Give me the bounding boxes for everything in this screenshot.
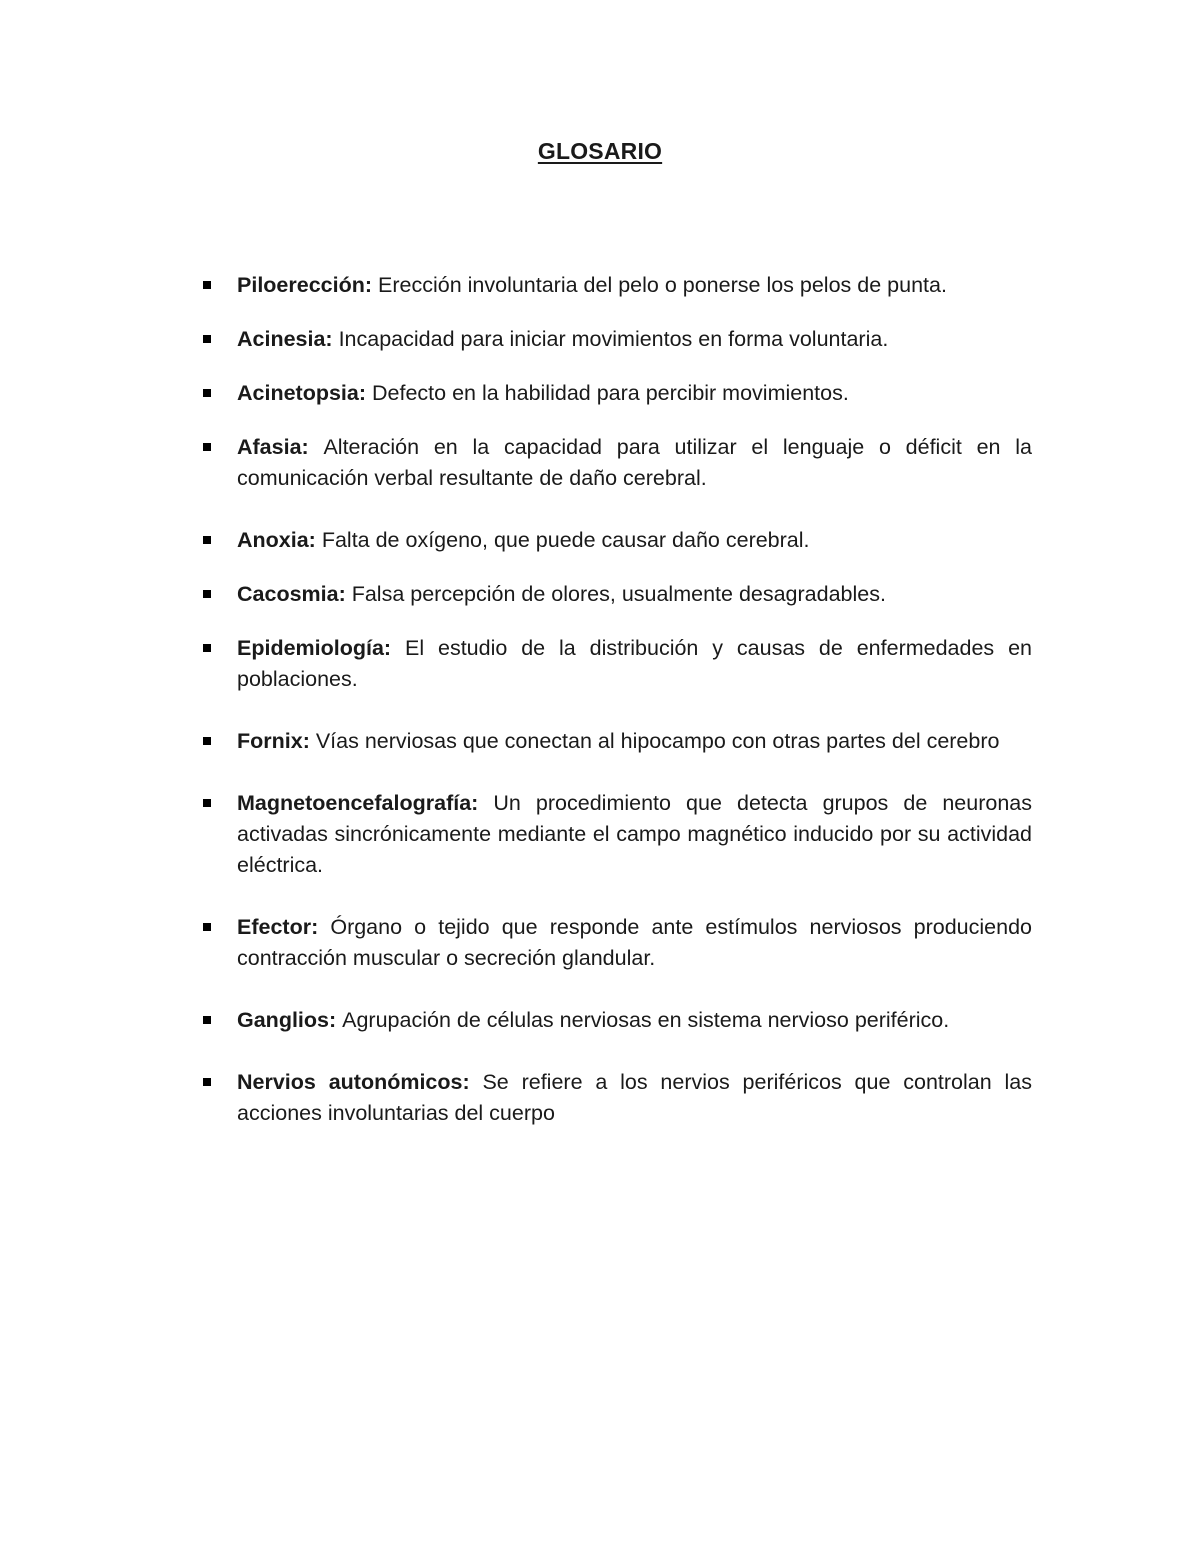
glossary-list (198, 270, 1032, 1129)
glossary-entry-afasia (198, 432, 1032, 494)
glossary-definition: Erección involuntaria del pelo o ponerse los pelos de punta. (378, 273, 947, 297)
glossary-entry-anoxia (198, 525, 1032, 556)
glossary-definition: Falta de oxígeno, que puede causar daño cerebral. (321, 528, 810, 552)
square-bullet-icon (203, 799, 211, 807)
glossary-definition: El estudio de la distribución y causas de enfermedades en poblaciones. (237, 636, 1032, 691)
glossary-definition: Se refiere a los nervios periféricos que controlan las acciones involuntarias del cuerpo (237, 1070, 1032, 1125)
glossary-term: Nervios autonómicos: (237, 1070, 483, 1094)
glossary-definition: Órgano o tejido que responde ante estímulos nerviosos produciendo contracción muscular o secreción glandular. (237, 915, 1032, 970)
glossary-definition: Agrupación de células nerviosas en sistema nervioso periférico. (342, 1008, 950, 1032)
square-bullet-icon (203, 923, 211, 931)
glossary-entry-fornix (198, 726, 1032, 757)
square-bullet-icon (203, 737, 211, 745)
glossary-definition: Un procedimiento que detecta grupos de neuronas activadas sincrónicamente mediante el campo magnético inducido por su actividad eléctrica. (237, 791, 1033, 877)
glossary-term: Magnetoencefalografía: (237, 791, 494, 815)
glossary-term: Epidemiología: (237, 636, 405, 660)
glossary-entry-acinetopsia (198, 378, 1032, 409)
glossary-entry-piloereccion (198, 270, 1032, 301)
glossary-term: Acinesia: (237, 327, 339, 351)
glossary-term: Piloerección: (237, 273, 378, 297)
glossary-definition: Incapacidad para iniciar movimientos en forma voluntaria. (338, 327, 889, 351)
square-bullet-icon (203, 335, 211, 343)
glossary-term: Fornix: (237, 729, 316, 753)
square-bullet-icon (203, 1078, 211, 1086)
glossary-term: Afasia: (237, 435, 324, 459)
square-bullet-icon (203, 536, 211, 544)
glossary-term: Cacosmia: (237, 582, 352, 606)
glossary-entry-cacosmia (198, 579, 1032, 610)
square-bullet-icon (203, 1016, 211, 1024)
glossary-entry-acinesia (198, 324, 1032, 355)
glossary-entry-nervios-autonomicos (198, 1067, 1032, 1129)
square-bullet-icon (203, 443, 211, 451)
glossary-definition: Falsa percepción de olores, usualmente desagradables. (351, 582, 886, 606)
glossary-term: Ganglios: (237, 1008, 343, 1032)
glossary-entry-epidemiologia (198, 633, 1032, 695)
square-bullet-icon (203, 389, 211, 397)
glossary-term: Acinetopsia: (237, 381, 372, 405)
glossary-definition: Vías nerviosas que conectan al hipocampo con otras partes del cerebro (315, 729, 1000, 753)
glossary-entry-ganglios (198, 1005, 1032, 1036)
square-bullet-icon (203, 590, 211, 598)
glossary-entry-magnetoencefalografia (198, 788, 1032, 881)
glossary-entry-efector (198, 912, 1032, 974)
square-bullet-icon (203, 281, 211, 289)
square-bullet-icon (203, 644, 211, 652)
page-title: GLOSARIO (537, 138, 663, 164)
glossary-definition: Defecto en la habilidad para percibir movimientos. (372, 381, 849, 405)
glossary-definition: Alteración en la capacidad para utilizar el lenguaje o déficit en la comunicación verbal resultante de daño cerebral. (237, 435, 1032, 490)
glossary-term: Efector: (237, 915, 331, 939)
glossary-term: Anoxia: (237, 528, 322, 552)
